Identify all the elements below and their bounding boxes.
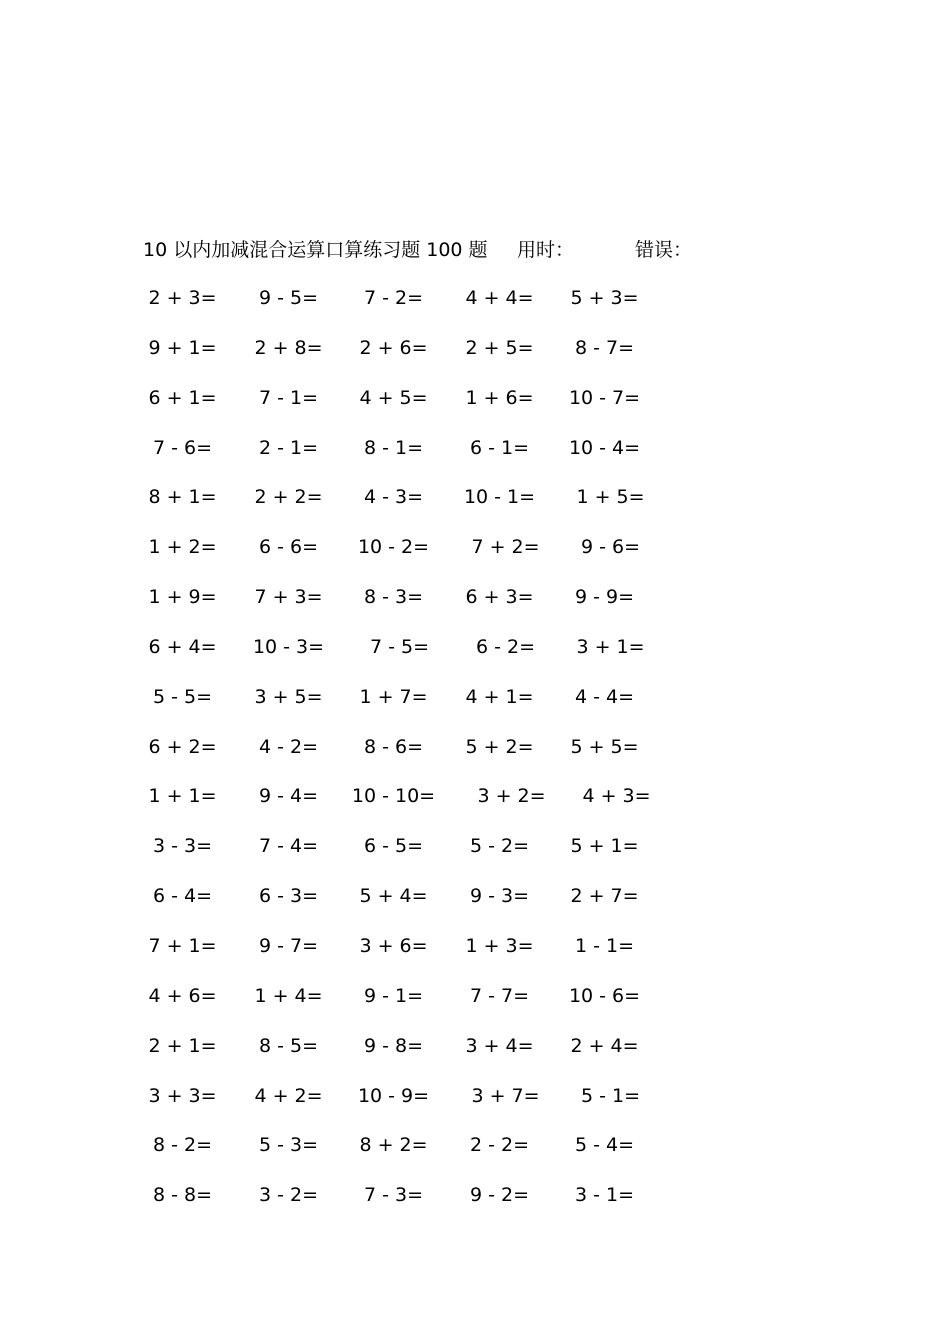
problem-row (130, 583, 690, 633)
problem-row (130, 982, 690, 1032)
math-problem: 4 - 3= (363, 486, 424, 509)
math-problem: 9 + 1= (148, 336, 217, 359)
math-problem: 2 + 8= (254, 336, 323, 359)
math-problem: 6 - 3= (258, 885, 319, 908)
math-problem: 6 + 2= (148, 735, 217, 758)
math-problem: 5 - 3= (258, 1134, 319, 1157)
math-problem: 2 + 2= (254, 486, 323, 509)
problem-row (130, 334, 690, 384)
problem-row (130, 434, 690, 484)
math-problem: 3 + 5= (254, 685, 323, 708)
math-problem: 5 + 4= (359, 885, 428, 908)
math-problem: 3 + 3= (148, 1084, 217, 1107)
math-problem: 1 - 1= (574, 934, 635, 957)
math-problem: 5 + 5= (570, 735, 639, 758)
problem-row (130, 832, 690, 882)
problem-row (130, 1032, 690, 1082)
math-problem: 2 + 5= (465, 336, 534, 359)
math-problem: 8 - 8= (152, 1184, 213, 1207)
math-problem: 5 - 5= (152, 685, 213, 708)
math-problem: 3 + 4= (465, 1034, 534, 1057)
problem-row (130, 1131, 690, 1181)
math-problem: 1 + 1= (148, 785, 217, 808)
math-problem: 10 - 6= (568, 984, 641, 1007)
math-problem: 9 - 8= (363, 1034, 424, 1057)
math-problem: 2 - 2= (469, 1134, 530, 1157)
problem-row (130, 882, 690, 932)
time-used-label: 用时： (517, 239, 575, 261)
problem-row (130, 932, 690, 982)
math-problem: 9 - 2= (469, 1184, 530, 1207)
math-problem: 3 + 1= (576, 635, 645, 658)
math-problem: 7 - 5= (369, 635, 430, 658)
problem-row (130, 384, 690, 434)
math-problem: 4 + 2= (254, 1084, 323, 1107)
problem-row (130, 733, 690, 783)
math-problem: 7 - 4= (258, 835, 319, 858)
problem-row (130, 782, 690, 832)
math-problem: 9 - 9= (574, 586, 635, 609)
math-problem: 8 + 1= (148, 486, 217, 509)
math-problem: 10 - 4= (568, 436, 641, 459)
math-problem: 3 - 1= (574, 1184, 635, 1207)
math-problem: 2 + 4= (570, 1034, 639, 1057)
problem-row (130, 1181, 690, 1231)
math-problem: 9 - 1= (363, 984, 424, 1007)
problem-row (130, 284, 690, 334)
math-problem: 6 - 5= (363, 835, 424, 858)
math-problem: 5 - 4= (574, 1134, 635, 1157)
math-problem: 7 - 2= (363, 287, 424, 309)
math-problem: 7 - 6= (152, 436, 213, 459)
math-problem: 3 + 7= (471, 1084, 540, 1107)
math-problem: 2 + 7= (570, 885, 639, 908)
problem-row (130, 533, 690, 583)
math-problem: 6 - 4= (152, 885, 213, 908)
math-problem: 8 - 1= (363, 436, 424, 459)
problem-row (130, 483, 690, 533)
math-problem: 5 - 1= (580, 1084, 641, 1107)
math-problem: 6 + 4= (148, 635, 217, 658)
math-problem: 2 + 1= (148, 1034, 217, 1057)
math-problem: 10 - 10= (351, 785, 436, 808)
math-problem: 8 - 2= (152, 1134, 213, 1157)
math-problem: 3 - 2= (258, 1184, 319, 1207)
math-problem: 5 - 2= (469, 835, 530, 858)
math-problem: 7 + 2= (471, 536, 540, 559)
math-problem: 1 + 2= (148, 536, 217, 559)
math-problem: 6 - 1= (469, 436, 530, 459)
math-problem: 5 + 1= (570, 835, 639, 858)
math-problem: 1 + 6= (465, 386, 534, 409)
math-problem: 6 - 6= (258, 536, 319, 559)
math-problem: 8 - 7= (574, 336, 635, 359)
math-problem: 9 - 7= (258, 934, 319, 957)
math-problem: 2 + 6= (359, 336, 428, 359)
math-problem: 8 - 3= (363, 586, 424, 609)
math-problem: 9 - 4= (258, 785, 319, 808)
problem-row (130, 1082, 690, 1132)
math-problem: 1 + 3= (465, 934, 534, 957)
math-problem: 2 - 1= (258, 436, 319, 459)
math-problem: 1 + 5= (576, 486, 645, 509)
math-problem: 8 - 5= (258, 1034, 319, 1057)
math-problem: 4 - 4= (574, 685, 635, 708)
math-problem: 4 + 1= (465, 685, 534, 708)
math-problem: 8 - 6= (363, 735, 424, 758)
math-problem: 10 - 2= (357, 536, 430, 559)
math-problem: 9 - 6= (580, 536, 641, 559)
math-problem: 1 + 4= (254, 984, 323, 1007)
math-problem: 3 + 2= (477, 785, 546, 808)
math-problem: 3 + 6= (359, 934, 428, 957)
math-problem: 8 + 2= (359, 1134, 428, 1157)
problem-row (130, 633, 690, 683)
problem-row (130, 683, 690, 733)
math-problem: 4 + 5= (359, 386, 428, 409)
math-problem: 7 - 3= (363, 1184, 424, 1207)
math-problem: 10 - 3= (252, 635, 325, 658)
error-count-label: 错误： (635, 239, 693, 261)
math-problem: 5 + 3= (570, 287, 639, 309)
math-problem: 4 + 3= (582, 785, 651, 808)
worksheet-title: 10 以内加减混合运算口算练习题 100 题 (143, 239, 488, 261)
math-problem: 1 + 7= (359, 685, 428, 708)
math-problem: 10 - 9= (357, 1084, 430, 1107)
math-problem: 5 + 2= (465, 735, 534, 758)
math-problem: 10 - 7= (568, 386, 641, 409)
math-problem: 6 - 2= (475, 635, 536, 658)
math-problem: 4 + 4= (465, 287, 534, 309)
math-problem: 7 - 7= (469, 984, 530, 1007)
math-problem: 7 + 3= (254, 586, 323, 609)
math-problem: 7 - 1= (258, 386, 319, 409)
math-problem: 7 + 1= (148, 934, 217, 957)
math-problem: 6 + 1= (148, 386, 217, 409)
math-problem: 3 - 3= (152, 835, 213, 858)
problem-grid (130, 284, 690, 1231)
math-problem: 10 - 1= (463, 486, 536, 509)
math-problem: 4 + 6= (148, 984, 217, 1007)
math-problem: 9 - 3= (469, 885, 530, 908)
math-problem: 1 + 9= (148, 586, 217, 609)
math-problem: 6 + 3= (465, 586, 534, 609)
math-problem: 4 - 2= (258, 735, 319, 758)
math-problem: 2 + 3= (148, 287, 217, 309)
math-problem: 9 - 5= (258, 287, 319, 309)
